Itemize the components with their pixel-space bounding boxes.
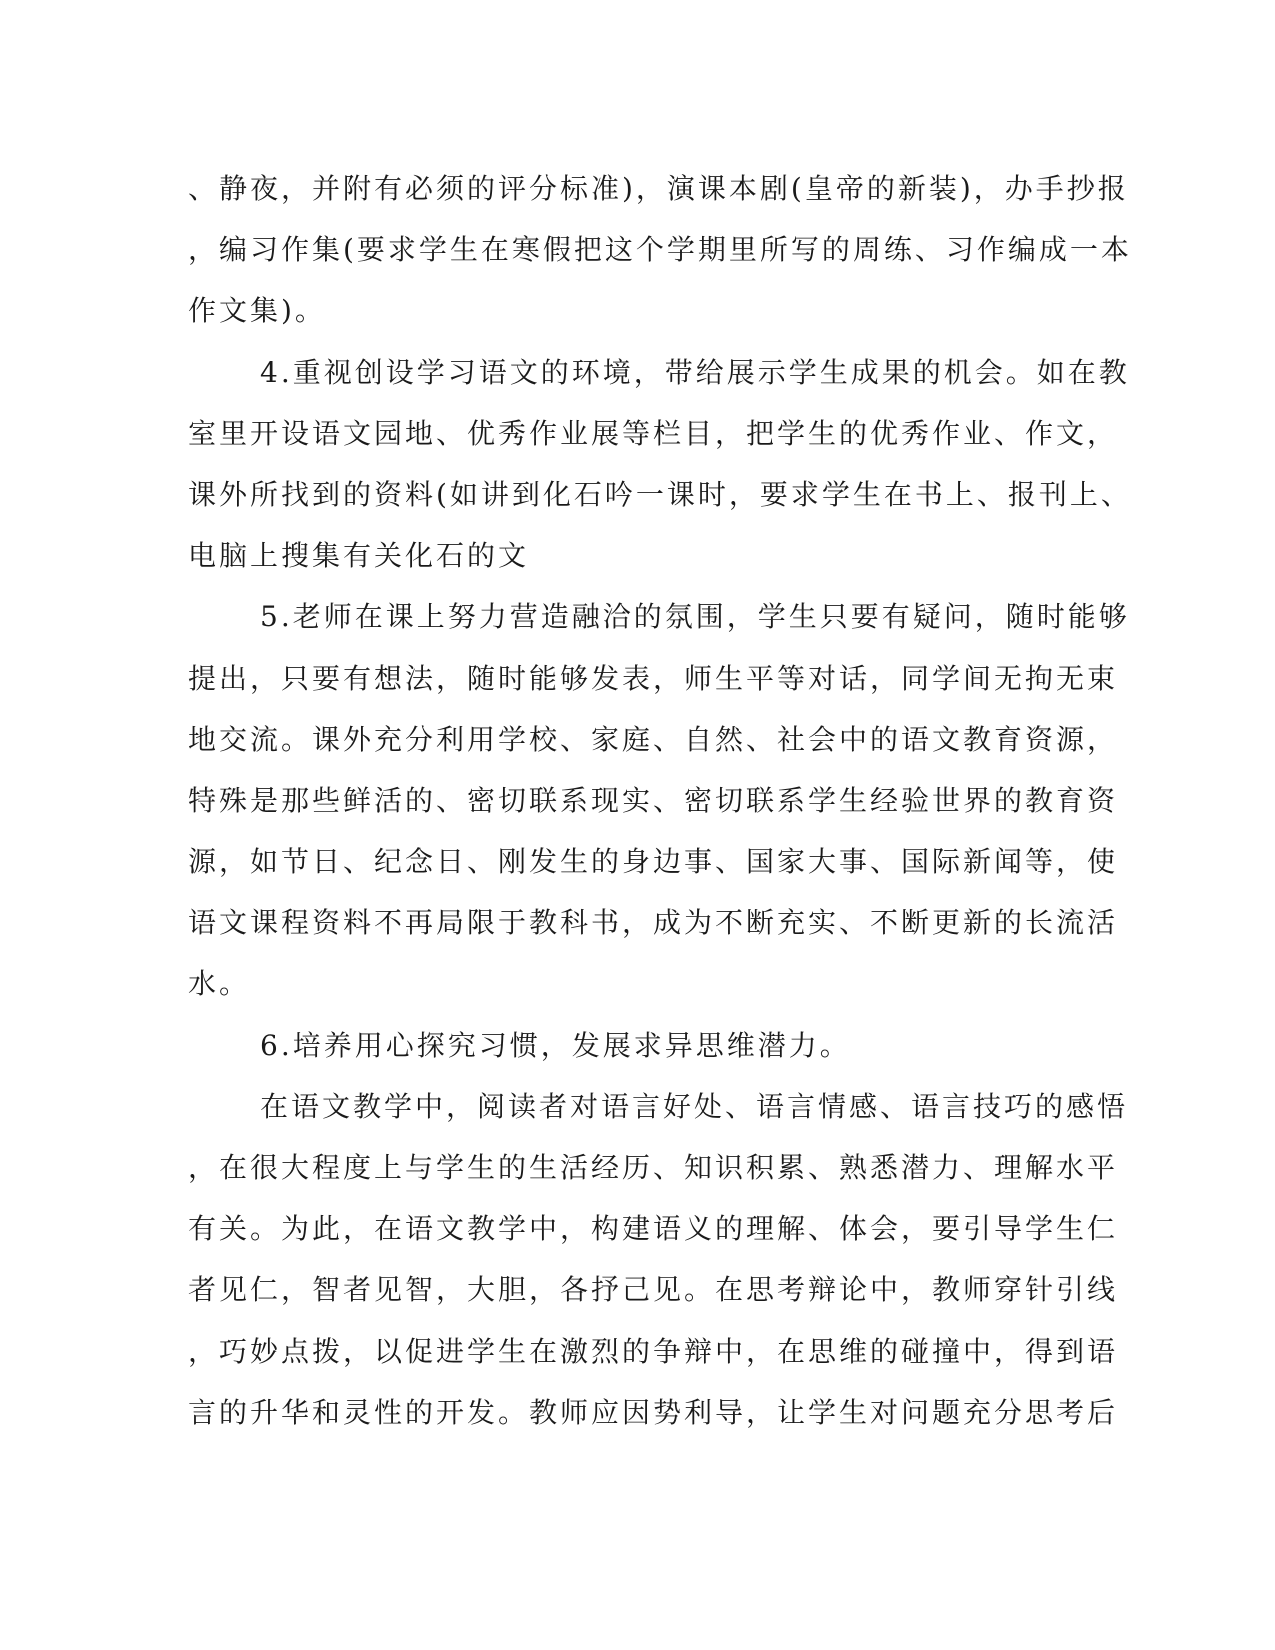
text-line: 电脑上搜集有关化石的文 xyxy=(188,539,530,573)
text-line: 室里开设语文园地、优秀作业展等栏目，把学生的优秀作业、作文， xyxy=(188,416,1119,450)
text-line: 提出，只要有想法，随时能够发表，师生平等对话，同学间无拘无束 xyxy=(188,661,1119,695)
text-line: 、静夜，并附有必须的评分标准)，演课本剧(皇帝的新装)，办手抄报 xyxy=(188,172,1129,205)
text-line: 特殊是那些鲜活的、密切联系现实、密切联系学生经验世界的教育资 xyxy=(188,783,1119,817)
text-line: 语文课程资料不再局限于教科书，成为不断充实、不断更新的长流活 xyxy=(188,906,1119,940)
paragraph-5-start: 5.老师在课上努力营造融洽的氛围，学生只要有疑问，随时能够 xyxy=(260,600,1130,634)
text-line: 水。 xyxy=(188,967,251,1001)
text-line: 课外所找到的资料(如讲到化石吟一课时，要求学生在书上、报刊上、 xyxy=(188,477,1132,511)
text-line: 源，如节日、纪念日、刚发生的身边事、国家大事、国际新闻等，使 xyxy=(188,845,1119,879)
paragraph-4-start: 4.重视创设学习语文的环境，带给展示学生成果的机会。如在教 xyxy=(260,355,1130,389)
text-line: 有关。为此，在语文教学中，构建语义的理解、体会，要引导学生仁 xyxy=(188,1212,1119,1246)
paragraph-6-heading: 6.培养用心探究习惯，发展求异思维潜力。 xyxy=(260,1028,851,1062)
paragraph-7-start: 在语文教学中，阅读者对语言好处、语言情感、语言技巧的感悟 xyxy=(260,1089,1129,1123)
body-text xyxy=(188,158,1132,1443)
text-line: 者见仁，智者见智，大胆，各抒己见。在思考辩论中，教师穿针引线 xyxy=(188,1273,1119,1307)
text-line: 作文集)。 xyxy=(188,294,326,328)
text-line: ，编习作集(要求学生在寒假把这个学期里所写的周练、习作编成一本 xyxy=(188,233,1132,267)
text-line: ，巧妙点拨，以促进学生在激烈的争辩中，在思维的碰撞中，得到语 xyxy=(188,1334,1119,1368)
text-line: 言的升华和灵性的开发。教师应因势利导，让学生对问题充分思考后 xyxy=(188,1395,1119,1429)
text-line: ，在很大程度上与学生的生活经历、知识积累、熟悉潜力、理解水平 xyxy=(188,1151,1119,1184)
text-line: 地交流。课外充分利用学校、家庭、自然、社会中的语文教育资源， xyxy=(188,722,1119,756)
